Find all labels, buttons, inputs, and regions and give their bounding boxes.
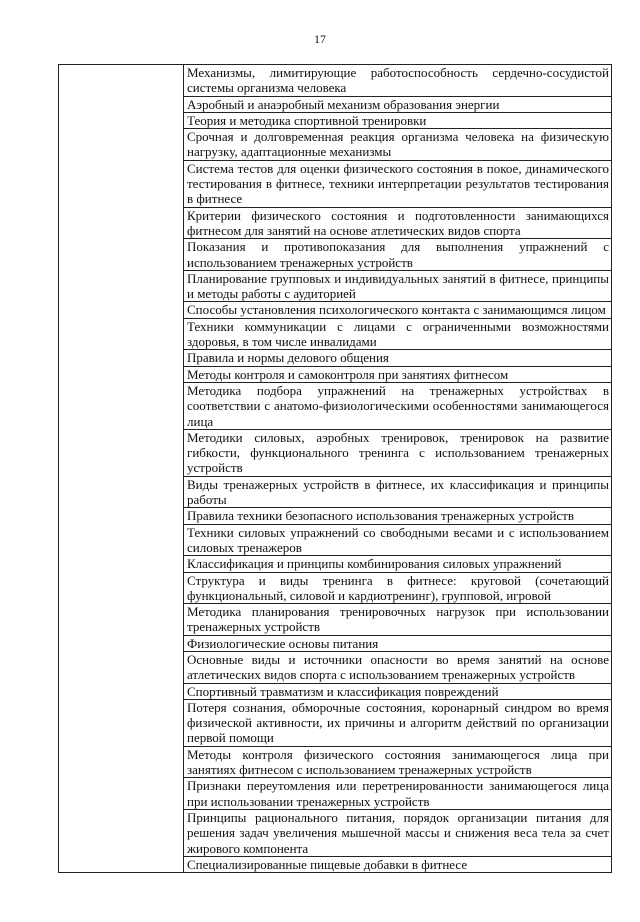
knowledge-item: Техники силовых упражнений со свободными весами и с использованием силовых тренажеров (184, 525, 611, 557)
knowledge-item: Планирование групповых и индивидуальных занятий в фитнесе, принципы и методы работы с аудиторией (184, 271, 611, 303)
knowledge-item: Методика планирования тренировочных нагрузок при использовании тренажерных устройств (184, 604, 611, 636)
knowledge-item: Теория и методика спортивной тренировки (184, 113, 611, 129)
table-left-cell (59, 65, 184, 873)
requirements-table (58, 64, 612, 873)
knowledge-item: Способы установления психологического контакта с занимающимся лицом (184, 302, 611, 318)
knowledge-list (184, 65, 611, 872)
knowledge-item: Механизмы, лимитирующие работоспособность сердечно-сосудистой системы организма человека (184, 65, 611, 97)
knowledge-item: Аэробный и анаэробный механизм образования энергии (184, 97, 611, 113)
knowledge-item: Методика подбора упражнений на тренажерных устройствах в соответствии с анатомо-физиологическими особенностями занимающегося лица (184, 383, 611, 430)
knowledge-item: Критерии физического состояния и подготовленности занимающихся фитнесом для занятий на основе атлетических видов спорта (184, 208, 611, 240)
knowledge-item: Методы контроля и самоконтроля при занятиях фитнесом (184, 367, 611, 383)
knowledge-item: Потеря сознания, обморочные состояния, коронарный синдром во время физической активности, их причины и алгоритм действий по организации первой помощи (184, 700, 611, 747)
knowledge-item: Методы контроля физического состояния занимающегося лица при занятиях фитнесом с использованием тренажерных устройств (184, 747, 611, 779)
knowledge-item: Срочная и долговременная реакция организма человека на физическую нагрузку, адаптационные механизмы (184, 129, 611, 161)
knowledge-item: Виды тренажерных устройств в фитнесе, их классификация и принципы работы (184, 477, 611, 509)
knowledge-item: Специализированные пищевые добавки в фитнесе (187, 856, 468, 872)
knowledge-item: Правила техники безопасного использования тренажерных устройств (184, 508, 611, 524)
knowledge-item: Правила и нормы делового общения (184, 350, 611, 366)
knowledge-item: Классификация и принципы комбинирования силовых упражнений (184, 556, 611, 572)
knowledge-item: Признаки переутомления или перетренированности занимающегося лица при использовании тренажерных устройств (184, 778, 611, 810)
page-number: 17 (314, 32, 326, 46)
knowledge-item: Методики силовых, аэробных тренировок, тренировок на развитие гибкости, функционального тренинга с использованием тренажерных устройств (184, 430, 611, 477)
knowledge-item: Спортивный травматизм и классификация повреждений (184, 684, 611, 700)
knowledge-item: Система тестов для оценки физического состояния в покое, динамического тестирования в фитнесе, техники интерпретации результатов тестирования в фитнесе (184, 161, 611, 208)
knowledge-item: Техники коммуникации с лицами с ограниченными возможностями здоровья, в том числе инвалидами (184, 319, 611, 351)
knowledge-item: Основные виды и источники опасности во время занятий на основе атлетических видов спорта с использованием тренажерных устройств (184, 652, 611, 684)
knowledge-item: Физиологические основы питания (184, 636, 611, 652)
table-right-cell (184, 65, 612, 873)
table-row (59, 65, 612, 873)
knowledge-item: Структура и виды тренинга в фитнесе: круговой (сочетающий функциональный, силовой и кардиотренинг), групповой, игровой (184, 573, 611, 605)
knowledge-item: Показания и противопоказания для выполнения упражнений с использованием тренажерных устройств (184, 239, 611, 271)
knowledge-item: Принципы рационального питания, порядок организации питания для решения задач увеличения мышечной массы и снижения веса тела за счет жирового компонента (184, 810, 611, 857)
